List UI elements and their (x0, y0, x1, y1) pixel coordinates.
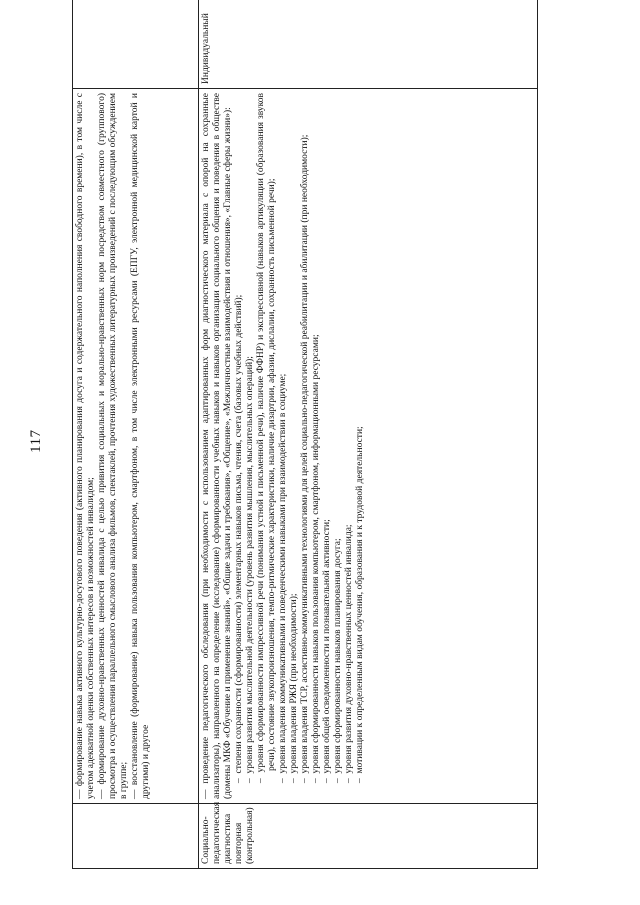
list-item: – уровня сформированности навыков пользования компьютером, смартфоном, информационными ресурсами; (311, 93, 322, 799)
table-row (199, 0, 538, 869)
list-item: – уровня сформированности импрессивной речи (понимания устной и письменной речи), наличие ФФНР) и экспрессивной (навыков артикуляции (образования звуков речи), состояние звукопроизношения, темпо-ритмические характеристики, наличие дизартрии, афазии, дислалии, сохранность письменной речи); (256, 93, 278, 799)
activities-cell (199, 89, 538, 804)
table-row (73, 0, 199, 869)
list-item: – мотивации к определенным видам обучения, образования и к трудовой деятельности; (355, 93, 366, 799)
stage-cell: Социально-педагогическая диагностика повторная (контрольная) (199, 804, 538, 869)
list-item: – степени сохранности (сформированности) элементарных навыков письма, чтения, счета (базовых учебных действий); (234, 93, 245, 799)
rehabilitation-table (72, 0, 538, 869)
stage-cell (73, 804, 199, 869)
page-number: 117 (28, 429, 44, 453)
activity-paragraph: — формирование духовно-нравственных ценностей инвалида с целью привития социальных и морально-нравственных норм посредством совместного (группового) просмотра и осуществления параллельного смыслового анализа фильмов, спектаклей, прочтения художественных литературных произведений с последующим обсуждением в группе; (97, 93, 130, 799)
list-item: – уровня владения РЖЯ (при необходимости); (289, 93, 300, 799)
list-item: – уровня развития мыслительной деятельности (уровень развития мышления, мыслительных операций); (245, 93, 256, 799)
list-item: – уровня развития духовно-нравственных ценностей инвалида; (344, 93, 355, 799)
activities-cell (73, 89, 199, 804)
list-item: – уровня владения коммуникативными и поведенческими навыками при взаимодействии в социуме; (278, 93, 289, 799)
list-item: – уровня владения ТСР, ассистивно-коммуникативными технологиями для целей социально-педагогической реабилитации и абилитации (при необходимости); (300, 93, 311, 799)
list-item: – уровня общей осведомленности и познавательной активности; (322, 93, 333, 799)
form-cell: Индивидуальный (199, 0, 538, 89)
activity-paragraph: — восстановление (формирование) навыка пользования компьютером, смартфоном, в том числе электронными ресурсами (ЕПГУ, электронной медицинской картой и другими) и другое (130, 93, 152, 799)
activity-intro: — проведение педагогического обследования (при необходимости с использованием адаптированных форм диагностического материала с опорой на сохранные анализаторы), направленного на определение (исследование) сформированности учебных навыков и навыков организации социального общения и поведения в обществе (домены МКФ «Обучение и применение знаний», «Общие задачи и требования», «Общение», «Межличностные взаимодействия и отношения», «Главные сферы жизни»): (201, 93, 234, 799)
form-cell (73, 0, 199, 89)
list-item: – уровня сформированности навыков планирования досуга; (333, 93, 344, 799)
activity-paragraph: — формирование навыка активного культурно-досугового поведения (активного планирования досуга и содержательного наполнения свободного времени), в том числе с учетом адекватной оценки собственных интересов и возможностей инвалидом; (75, 93, 97, 799)
